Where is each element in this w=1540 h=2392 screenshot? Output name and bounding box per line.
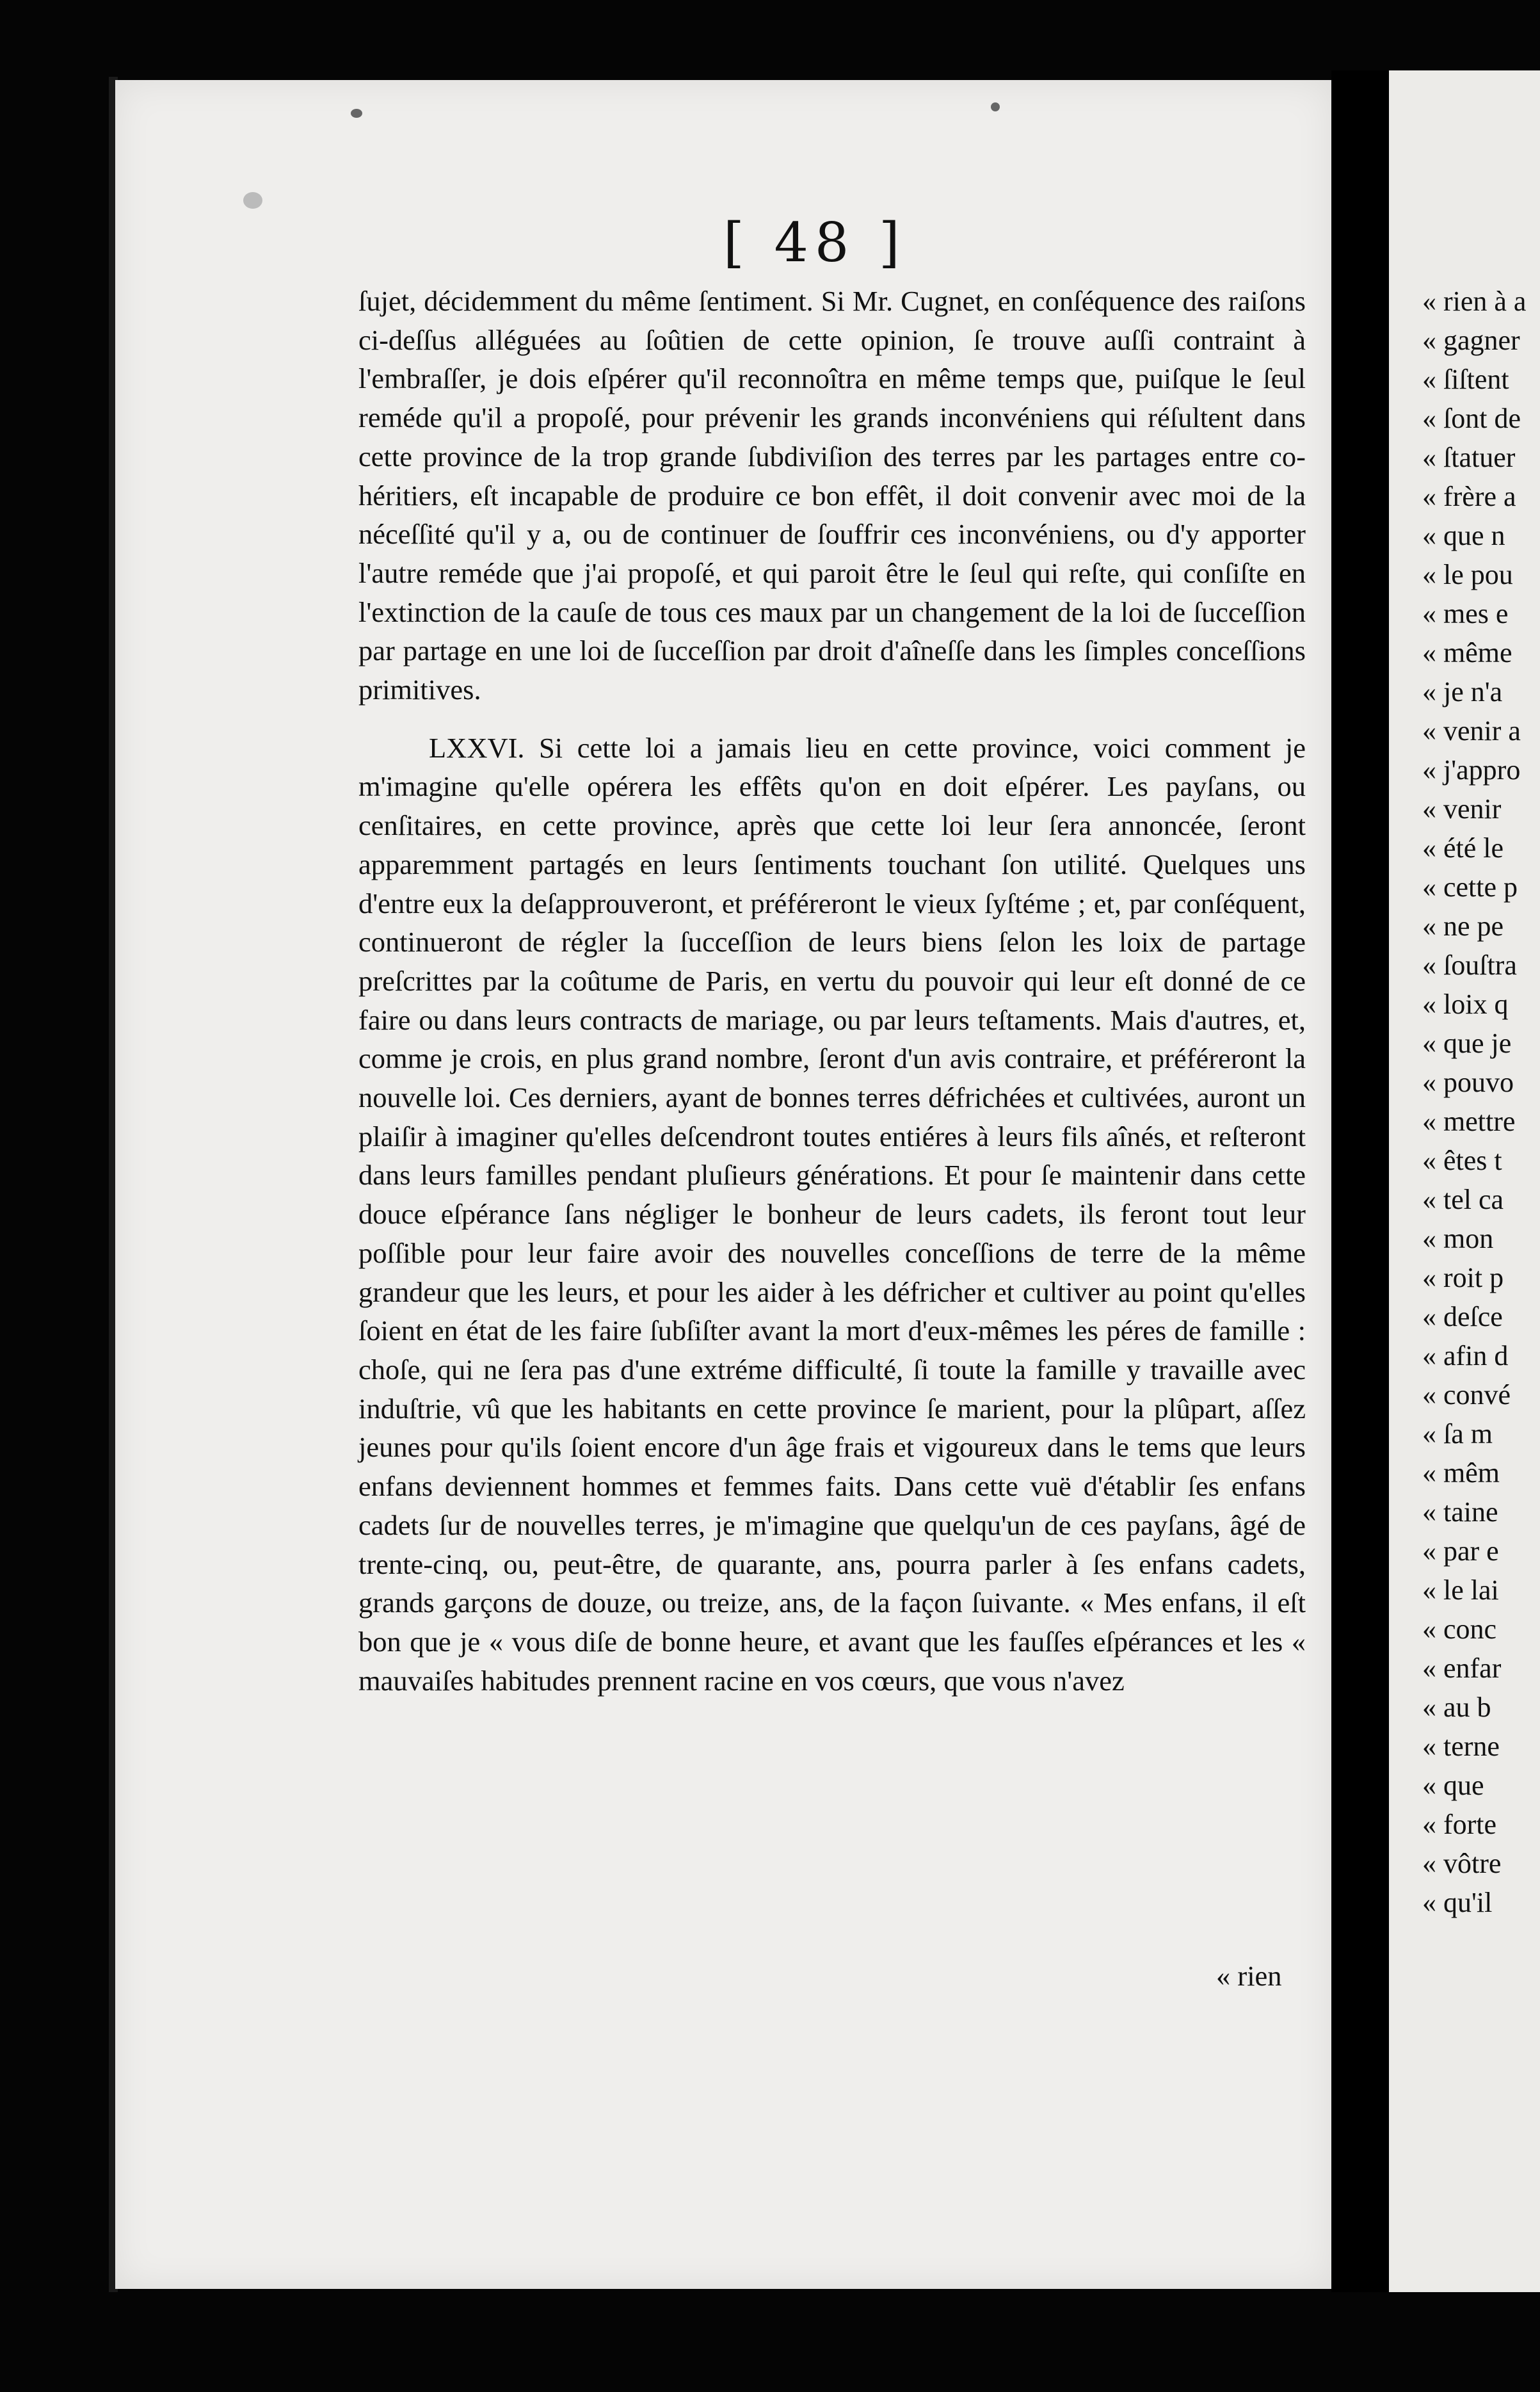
facing-line: « frère a — [1422, 481, 1516, 512]
facing-line: « pouvo — [1422, 1067, 1514, 1098]
facing-line: « par e — [1422, 1535, 1499, 1567]
facing-line: « forte — [1422, 1809, 1497, 1840]
paragraph-1: ſujet, décidemment du même ſentiment. Si Mr. Cugnet, en conſéquence des raiſons ci-deſſus alléguées au ſoûtien de cette opinion, ſe trouve auſſi contraint à l'embraſſer, je dois eſpérer qu'il reconnoîtra en même temps que, puiſque le ſeul reméde qu'il a propoſé, pour prévenir les grands inconvéniens qui réſultent dans cette province de la trop grande ſubdiviſion des terres par les partages entre co-héritiers, eſt incapable de produire ce bon effêt, il doit convenir avec moi de la néceſſité qu'il y a, ou de continuer de ſouffrir ces inconvéniens, ou d'y apporter l'autre reméde que j'ai propoſé, et qui paroit être le ſeul qui reſte, qui conſiſte en l'extinction de la cauſe de tous ces maux par un changement de la loi de ſucceſſion par partage en une loi de ſucceſſion par droit d'aîneſſe dans les ſimples conceſſions primitives. — [358, 285, 1306, 706]
facing-line: « mettre — [1422, 1106, 1516, 1137]
facing-line: « venir a — [1422, 715, 1521, 747]
facing-line: « roit p — [1422, 1262, 1504, 1293]
facing-line: « venir — [1422, 793, 1502, 825]
facing-line: « ne pe — [1422, 910, 1504, 942]
facing-line: « même — [1422, 637, 1512, 668]
facing-line: « mêm — [1422, 1457, 1500, 1489]
facing-line: « afin d — [1422, 1340, 1509, 1371]
facing-line: « ſouſtra — [1422, 950, 1517, 981]
paragraph-2: LXXVI. Si cette loi a jamais lieu en cette province, voici comment je m'imagine qu'elle opérera les effêts qu'on en doit eſpérer. Les payſans, ou cenſitaires, en cette province, après que cette loi leur ſera annoncée, ſeront apparemment partagés en leurs ſentiments touchant ſon utilité. Quelques uns d'entre eux la deſapprouveront, et préféreront le vieux ſyſtéme ; et, par conſéquent, continueront de régler la ſucceſſion de leurs biens ſelon les loix de partage preſcrittes par la coûtume de Paris, en vertu du pouvoir qui leur eſt donné de ce faire ou dans leurs contracts de mariage, ou par leurs teſtaments. Mais d'autres, et, comme je crois, en plus grand nombre, ſeront d'un avis contraire, et préféreront la nouvelle loi. Ces derniers, ayant de bonnes terres défrichées et cultivées, auront un plaiſir à imaginer qu'elles deſcendront toutes entiéres à leurs fils aînés, et reſteront dans leurs familles pendant pluſieurs générations. Et pour ſe maintenir dans cette douce eſpérance ſans négliger le bonheur de leurs cadets, ils feront tout leur poſſible pour leur faire avoir des nouvelles conceſſions de terre de la même grandeur que les leurs, et pour les aider à les défricher et cultiver au point qu'elles ſoient en état de les faire ſubſiſter avant la mort d'eux-mêmes les péres de famille : choſe, qui ne ſera pas d'une extréme difficulté, ſi toute la famille y travaille avec induſtrie, vû que les habitants en cette province ſe marient, pour la plûpart, aſſez jeunes pour qu'ils ſoient encore d'un âge frais et vigoureux dans le tems que leurs enfans deviennent hommes et femmes faits. Dans cette vuë d'établir ſes enfans cadets ſur de nouvelles terres, je m'imagine que quelqu'un de ces payſans, âgé de trente-cinq, ou, peut-être, de quarante, ans, pourra parler à ſes enfans cadets, grands garçons de douze, ou treize, ans, de la façon ſuivante. « Mes enfans, il eſt bon que je « vous diſe de bonne heure, et avant que les fauſſes eſpérances et les « mauvaiſes habitudes prennent racine en vos cœurs, que vous n'avez — [358, 731, 1306, 1697]
ink-speck — [991, 102, 1000, 111]
facing-line: « gagner — [1422, 325, 1520, 356]
facing-line: « enfar — [1422, 1653, 1502, 1684]
facing-line: « taine — [1422, 1496, 1498, 1528]
facing-line: « que n — [1422, 520, 1505, 551]
facing-line: « que je — [1422, 1028, 1512, 1059]
page-number: [ 48 ] — [723, 211, 906, 274]
facing-line: « au b — [1422, 1692, 1491, 1723]
facing-line: « cette p — [1422, 871, 1518, 903]
ink-speck — [351, 109, 362, 118]
facing-line: « vôtre — [1422, 1848, 1502, 1879]
facing-line: « le pou — [1422, 559, 1513, 590]
stain — [243, 192, 262, 209]
book-gutter — [1331, 70, 1389, 2292]
facing-line: « mon — [1422, 1223, 1494, 1254]
facing-line: « le lai — [1422, 1574, 1499, 1606]
facing-line: « rien à a — [1422, 286, 1527, 317]
facing-line: « je n'a — [1422, 676, 1503, 707]
facing-line: « loix q — [1422, 989, 1509, 1020]
facing-line: « deſce — [1422, 1301, 1503, 1332]
facing-line: « mes e — [1422, 598, 1509, 629]
facing-line: « qu'il — [1422, 1887, 1493, 1918]
facing-line: « que — [1422, 1770, 1484, 1801]
facing-page-text — [1422, 282, 1540, 1922]
facing-line: « terne — [1422, 1731, 1500, 1762]
catchword: « rien — [1216, 1960, 1282, 1992]
facing-line: « êtes t — [1422, 1145, 1502, 1176]
body-text — [358, 282, 1306, 1700]
facing-line: « convé — [1422, 1379, 1511, 1410]
facing-line: « ſtatuer — [1422, 442, 1516, 473]
facing-line: « ſont de — [1422, 403, 1521, 434]
facing-line: « été le — [1422, 832, 1504, 864]
facing-line: « j'appro — [1422, 754, 1521, 786]
facing-line: « ſiſtent — [1422, 364, 1509, 395]
facing-line: « tel ca — [1422, 1184, 1504, 1215]
facing-line: « conc — [1422, 1613, 1497, 1645]
facing-line: « ſa m — [1422, 1418, 1493, 1450]
